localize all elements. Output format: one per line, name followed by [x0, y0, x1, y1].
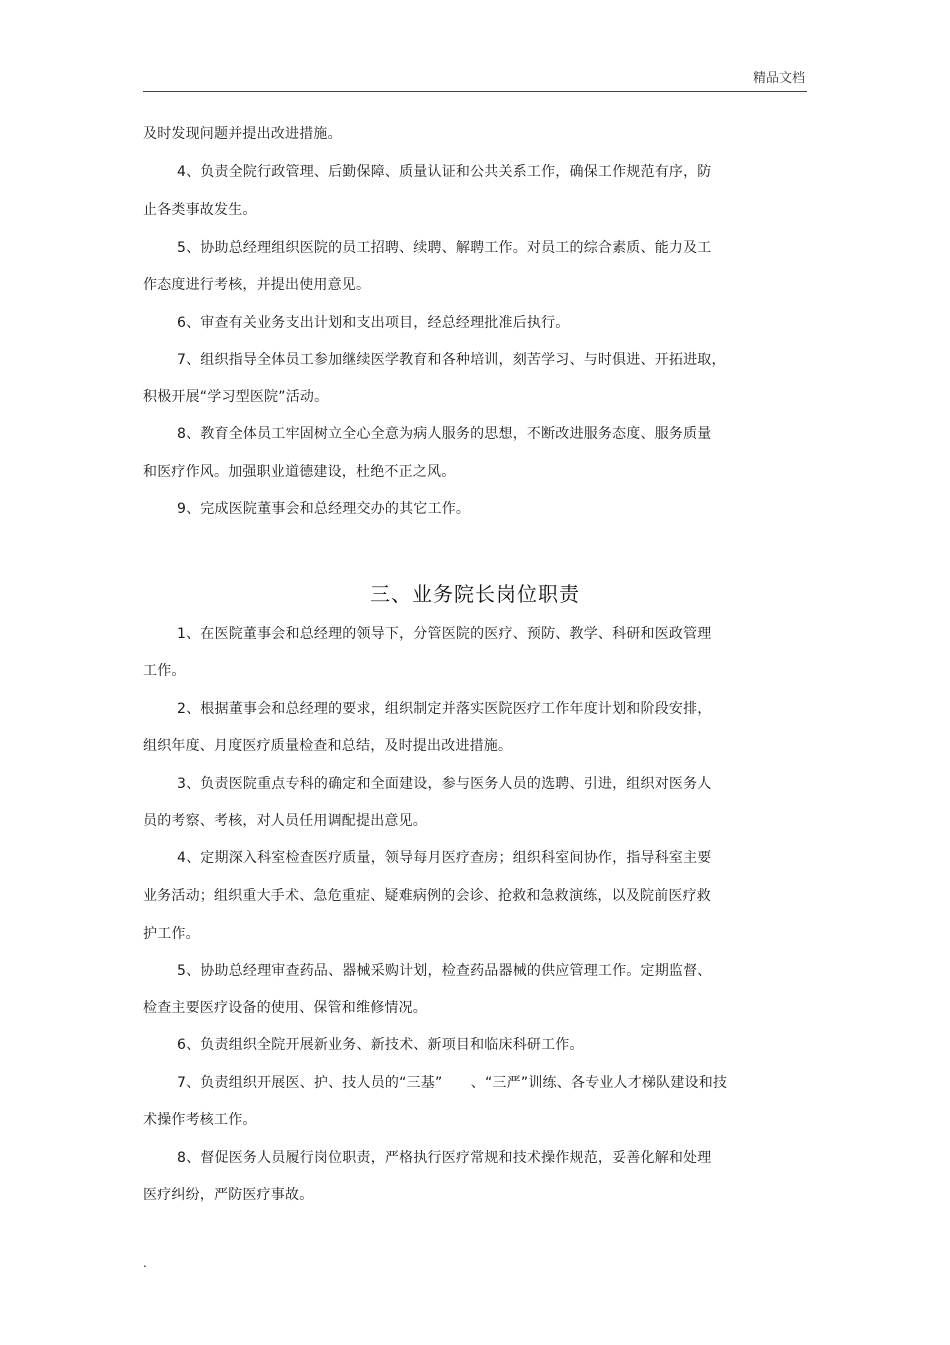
- paragraph-line: 员的考察、考核，对人员任用调配提出意见。: [143, 813, 427, 829]
- paragraph-line: 医疗纠纷，严防医疗事故。: [143, 1187, 314, 1203]
- paragraph-line: 止各类事故发生。: [143, 202, 257, 218]
- paragraph-line: 检查主要医疗设备的使用、保管和维修情况。: [143, 1000, 427, 1016]
- paragraph-line: 业务活动；组织重大手术、急危重症、疑难病例的会诊、抢救和急救演练，以及院前医疗救: [143, 888, 711, 904]
- paragraph-line: 组织年度、月度医疗质量检查和总结，及时提出改进措施。: [143, 738, 513, 754]
- paragraph-line: 1、在医院董事会和总经理的领导下，分管医院的医疗、预防、教学、科研和医政管理: [177, 626, 712, 642]
- paragraph-line: 护工作。: [143, 926, 200, 942]
- paragraph-line: 3、负责医院重点专科的确定和全面建设，参与医务人员的选聘、引进，组织对医务人: [177, 776, 712, 792]
- paragraph-line: 2、根据董事会和总经理的要求，组织制定并落实医院医疗工作年度计划和阶段安排，: [177, 701, 712, 717]
- paragraph-line: 和医疗作风。加强职业道德建设，杜绝不正之风。: [143, 464, 456, 480]
- paragraph-line: 积极开展“学习型医院”活动。: [143, 389, 329, 405]
- paragraph-line: 9、完成医院董事会和总经理交办的其它工作。: [177, 501, 471, 517]
- section-title: 三、业务院长岗位职责: [370, 582, 580, 606]
- paragraph-line: 8、教育全体员工牢固树立全心全意为病人服务的思想，不断改进服务态度、服务质量: [177, 426, 712, 442]
- paragraph-line: 5、协助总经理组织医院的员工招聘、续聘、解聘工作。对员工的综合素质、能力及工: [177, 240, 712, 256]
- paragraph-line: 及时发现问题并提出改进措施。: [143, 126, 342, 142]
- footer-mark: .: [143, 1256, 147, 1270]
- header-divider: [143, 91, 807, 92]
- paragraph-line: 7、组织指导全体员工参加继续医学教育和各种培训，刻苦学习、与时俱进、开拓进取，: [177, 352, 726, 368]
- paragraph-line: 作态度进行考核，并提出使用意见。: [143, 277, 371, 293]
- paragraph-line: 4、负责全院行政管理、后勤保障、质量认证和公共关系工作，确保工作规范有序，防: [177, 164, 712, 180]
- paragraph-line: 4、定期深入科室检查医疗质量，领导每月医疗查房；组织科室间协作，指导科室主要: [177, 850, 712, 866]
- paragraph-line: 7、负责组织开展医、护、技人员的“三基” 、“三严”训练、各专业人才梯队建设和技: [177, 1075, 728, 1091]
- page-header-label: 精品文档: [752, 71, 805, 86]
- paragraph-line: 6、审查有关业务支出计划和支出项目，经总经理批准后执行。: [177, 315, 570, 331]
- paragraph-line: 6、负责组织全院开展新业务、新技术、新项目和临床科研工作。: [177, 1037, 584, 1053]
- paragraph-line: 8、督促医务人员履行岗位职责，严格执行医疗常规和技术操作规范，妥善化解和处理: [177, 1150, 712, 1166]
- paragraph-line: 工作。: [143, 663, 186, 679]
- paragraph-line: 术操作考核工作。: [143, 1112, 257, 1128]
- paragraph-line: 5、协助总经理审查药品、器械采购计划，检查药品器械的供应管理工作。定期监督、: [177, 963, 712, 979]
